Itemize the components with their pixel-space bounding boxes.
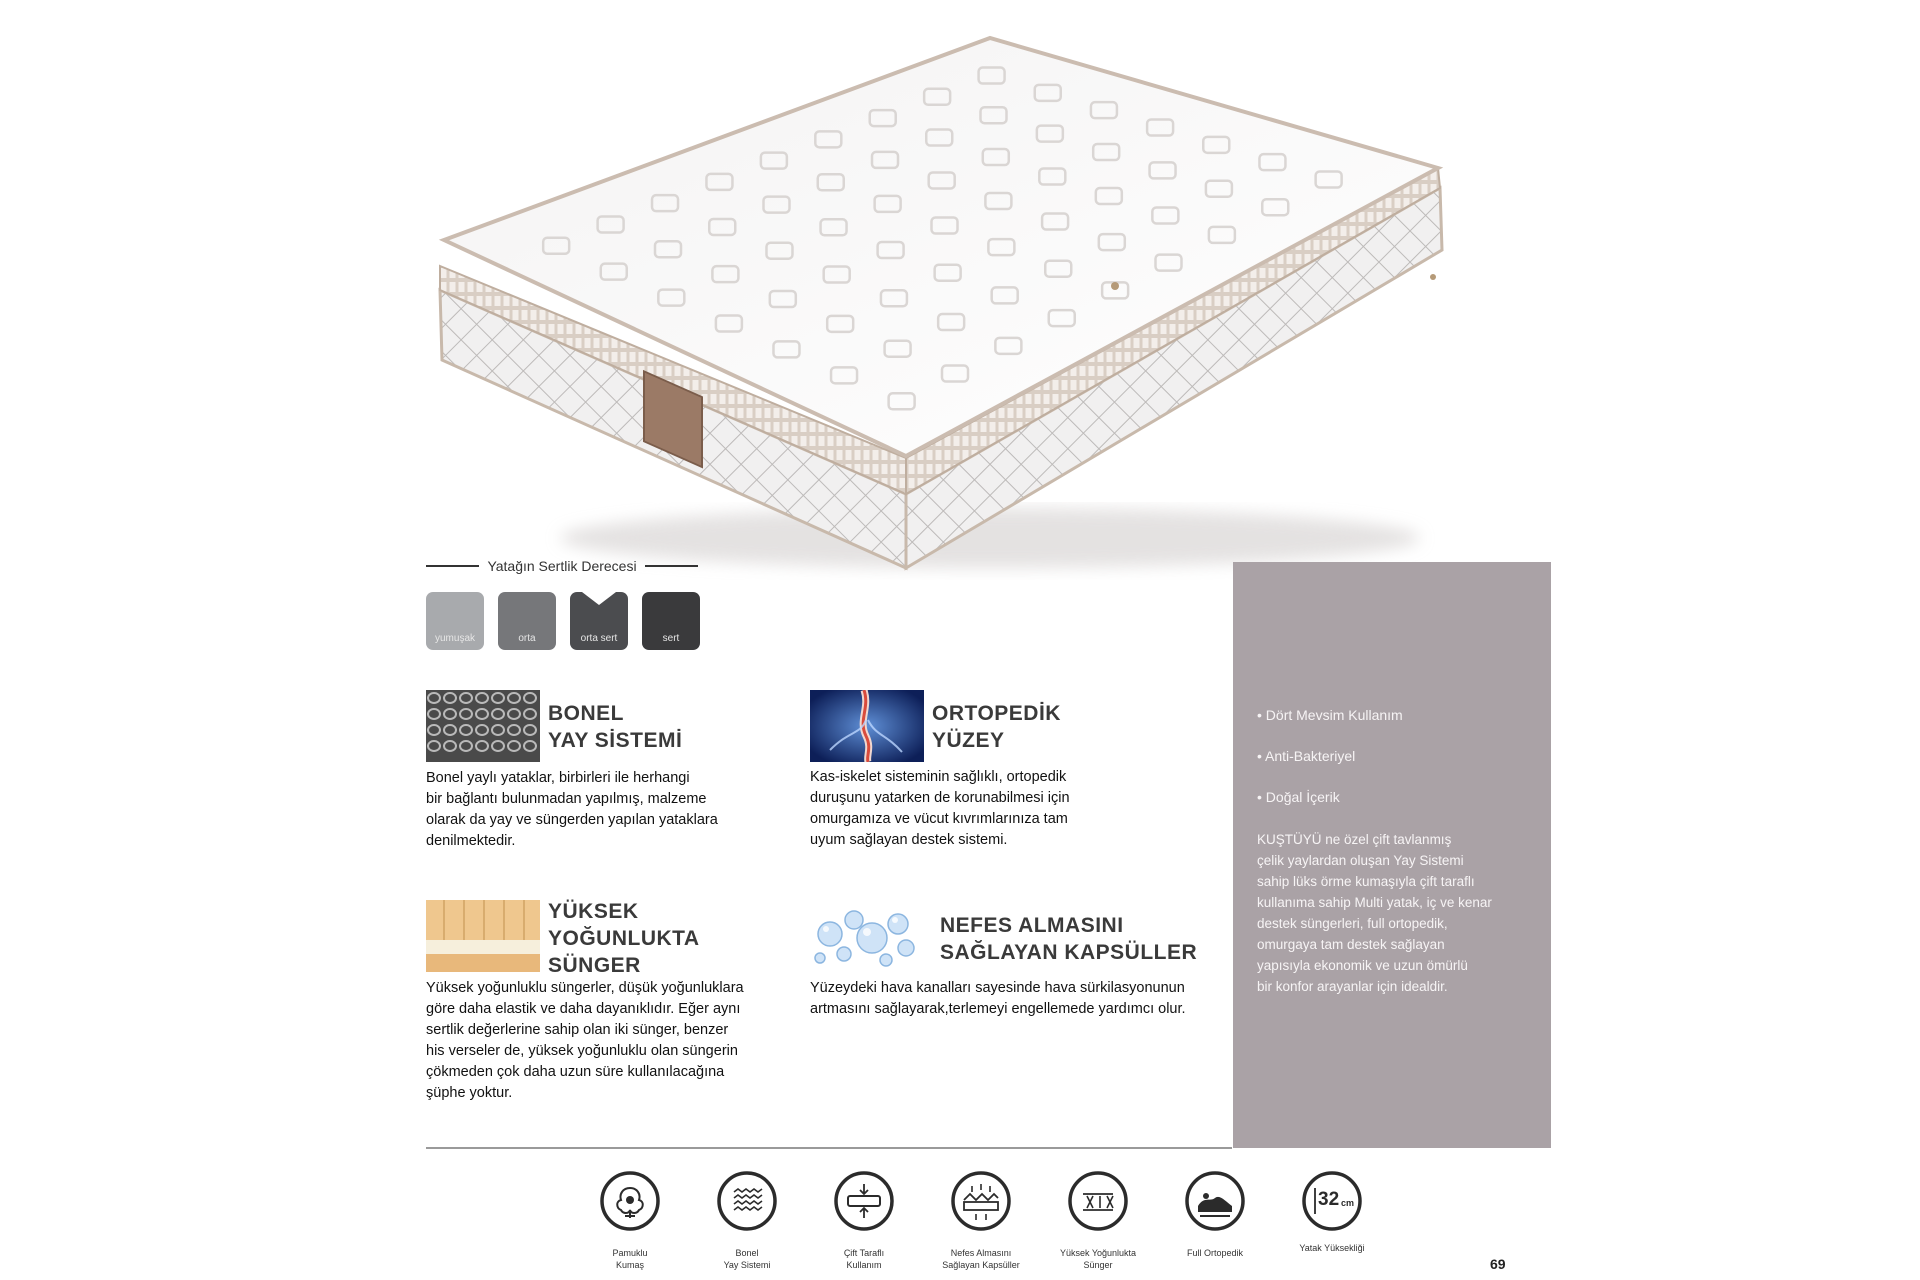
feature-description: [810, 767, 1070, 851]
feature-description-line: şüphe yoktur.: [426, 1085, 513, 1101]
firmness-level-medium: [498, 592, 556, 650]
product-info-panel: [1233, 562, 1551, 1148]
air-bubbles-image: [810, 900, 924, 972]
feature-description-line: omurgamıza ve vücut kıvrımlarınıza tam: [810, 811, 1068, 827]
height-icon: [1301, 1170, 1363, 1232]
panel-bullet: • Dört Mevsim Kullanım: [1257, 707, 1403, 723]
icon-caption-line: Sünger: [1083, 1260, 1113, 1270]
firmness-scale: [426, 592, 700, 650]
icon-caption-line: Yay Sistemi: [723, 1260, 771, 1270]
icon-caption-line: Kumaş: [615, 1260, 644, 1270]
spring-grid-image: [426, 690, 540, 762]
selected-marker-icon: [570, 592, 628, 606]
icon-caption-line: Çift Taraflı: [843, 1248, 885, 1258]
firmness-title: [426, 558, 698, 574]
icon-caption-line: Pamuklu: [612, 1248, 648, 1258]
icon-caption-line: Kullanım: [846, 1260, 882, 1270]
panel-description-line: destek süngerleri, full ortopedik,: [1257, 916, 1448, 931]
panel-description-line: kullanıma sahip Multi yatak, iç ve kenar: [1257, 895, 1492, 910]
feature-title-line: YOĞUNLUKTA: [548, 927, 700, 950]
panel-description-line: KUŞTÜYÜ ne özel çift tavlanmış: [1257, 832, 1452, 847]
panel-bullet: • Doğal İçerik: [1257, 789, 1340, 805]
panel-description: [1257, 829, 1531, 997]
firmness-level-label: orta: [518, 633, 536, 644]
feature-title: [940, 912, 1197, 966]
firmness-level-label: yumuşak: [434, 633, 475, 644]
icon-caption-line: Sağlayan Kapsüller: [942, 1260, 1020, 1270]
feature-description-line: göre daha elastik ve daha dayanıklıdır. Eğer aynı: [426, 1001, 741, 1017]
feature-description-line: sertlik değerlerine sahip olan iki sünger, benzer: [426, 1022, 729, 1038]
firmness-title-line-left: [426, 565, 479, 567]
height-value: 32: [1318, 1189, 1340, 1210]
icon-caption: [1262, 1242, 1402, 1254]
icon-caption-line: Nefes Almasını: [950, 1248, 1012, 1258]
feature-description-line: Bonel yaylı yataklar, birbirleri ile herhangi: [426, 770, 690, 786]
feature-description-line: Yüzeydeki hava kanalları sayesinde hava sürkilasyonunun: [810, 980, 1185, 996]
feature-title-line: NEFES ALMASINI: [940, 914, 1124, 937]
panel-description-line: yapısıyla ekonomik ve uzun ömürlü: [1257, 958, 1468, 973]
page-number: 69: [1490, 1256, 1506, 1272]
foam-layers-image: [426, 900, 540, 972]
icon-caption-line: Yüksek Yoğunlukta: [1059, 1248, 1137, 1258]
spring-icon: [716, 1170, 778, 1232]
feature-description-line: bir bağlantı bulunmadan yapılmış, malzeme: [426, 791, 707, 807]
panel-description-line: omurgaya tam destek sağlayan: [1257, 937, 1445, 952]
firmness-level-firm: [642, 592, 700, 650]
panel-bullet: • Anti-Bakteriyel: [1257, 748, 1356, 764]
feature-description-line: artmasını sağlayarak,terlemeyi engellemede yardımcı olur.: [810, 1001, 1186, 1017]
feature-description: [810, 978, 1186, 1020]
feature-title-line: YÜZEY: [932, 729, 1005, 752]
feature-description-line: uyum sağlayan destek sistemi.: [810, 832, 1008, 848]
panel-description-line: sahip lüks örme kumaşıyla çift taraflı: [1257, 874, 1475, 889]
firmness-level-soft: [426, 592, 484, 650]
feature-description-line: duruşunu yatarken de korunabilmesi için: [810, 790, 1070, 806]
icon-caption-line: Bonel: [735, 1248, 759, 1258]
feature-description-line: çökmeden çok daha uzun süre kullanılacağına: [426, 1064, 725, 1080]
firmness-level-label: orta sert: [580, 633, 618, 644]
feature-title: [548, 700, 682, 754]
feature-title: [548, 898, 700, 979]
icon-caption-line: Yatak Yüksekliği: [1299, 1243, 1365, 1253]
panel-description-line: bir konfor arayanlar için idealdir.: [1257, 979, 1448, 994]
feature-description-line: his verseler de, yüksek yoğunluklu olan süngerin: [426, 1043, 738, 1059]
firmness-level-medium-firm: [570, 592, 628, 650]
cotton-flower-icon: [599, 1170, 661, 1232]
feature-description: [426, 978, 744, 1104]
double-sided-icon: [833, 1170, 895, 1232]
icon-item-height: [1262, 1170, 1402, 1254]
firmness-title-line-right: [645, 565, 698, 567]
foam-icon: [1067, 1170, 1129, 1232]
feature-title-line: BONEL: [548, 702, 624, 725]
height-unit: cm: [1341, 1198, 1355, 1208]
feature-description-line: denilmektedir.: [426, 833, 516, 849]
feature-description-line: olarak da yay ve süngerden yapılan yataklara: [426, 812, 718, 828]
feature-title-line: SAĞLAYAN KAPSÜLLER: [940, 941, 1198, 964]
feature-description-line: Kas-iskelet sisteminin sağlıklı, ortopedik: [810, 769, 1067, 785]
spine-image: [810, 690, 924, 762]
feature-title-line: ORTOPEDİK: [932, 702, 1061, 725]
firmness-title-text: Yatağın Sertlik Derecesi: [487, 558, 637, 574]
icon-caption-line: Full Ortopedik: [1186, 1248, 1244, 1258]
feature-title-line: SÜNGER: [548, 954, 641, 977]
divider: [426, 1147, 1232, 1149]
orthopedic-icon: [1184, 1170, 1246, 1232]
mattress-image: [430, 28, 1470, 588]
air-capsule-icon: [950, 1170, 1012, 1232]
panel-description-line: çelik yaylardan oluşan Yay Sistemi: [1257, 853, 1464, 868]
feature-title-line: YÜKSEK: [548, 900, 639, 923]
feature-title: [932, 700, 1061, 754]
firmness-level-label: sert: [662, 633, 680, 644]
feature-description: [426, 768, 718, 852]
feature-description-line: Yüksek yoğunluklu süngerler, düşük yoğunluklara: [426, 980, 744, 996]
feature-title-line: YAY SİSTEMİ: [548, 729, 683, 752]
